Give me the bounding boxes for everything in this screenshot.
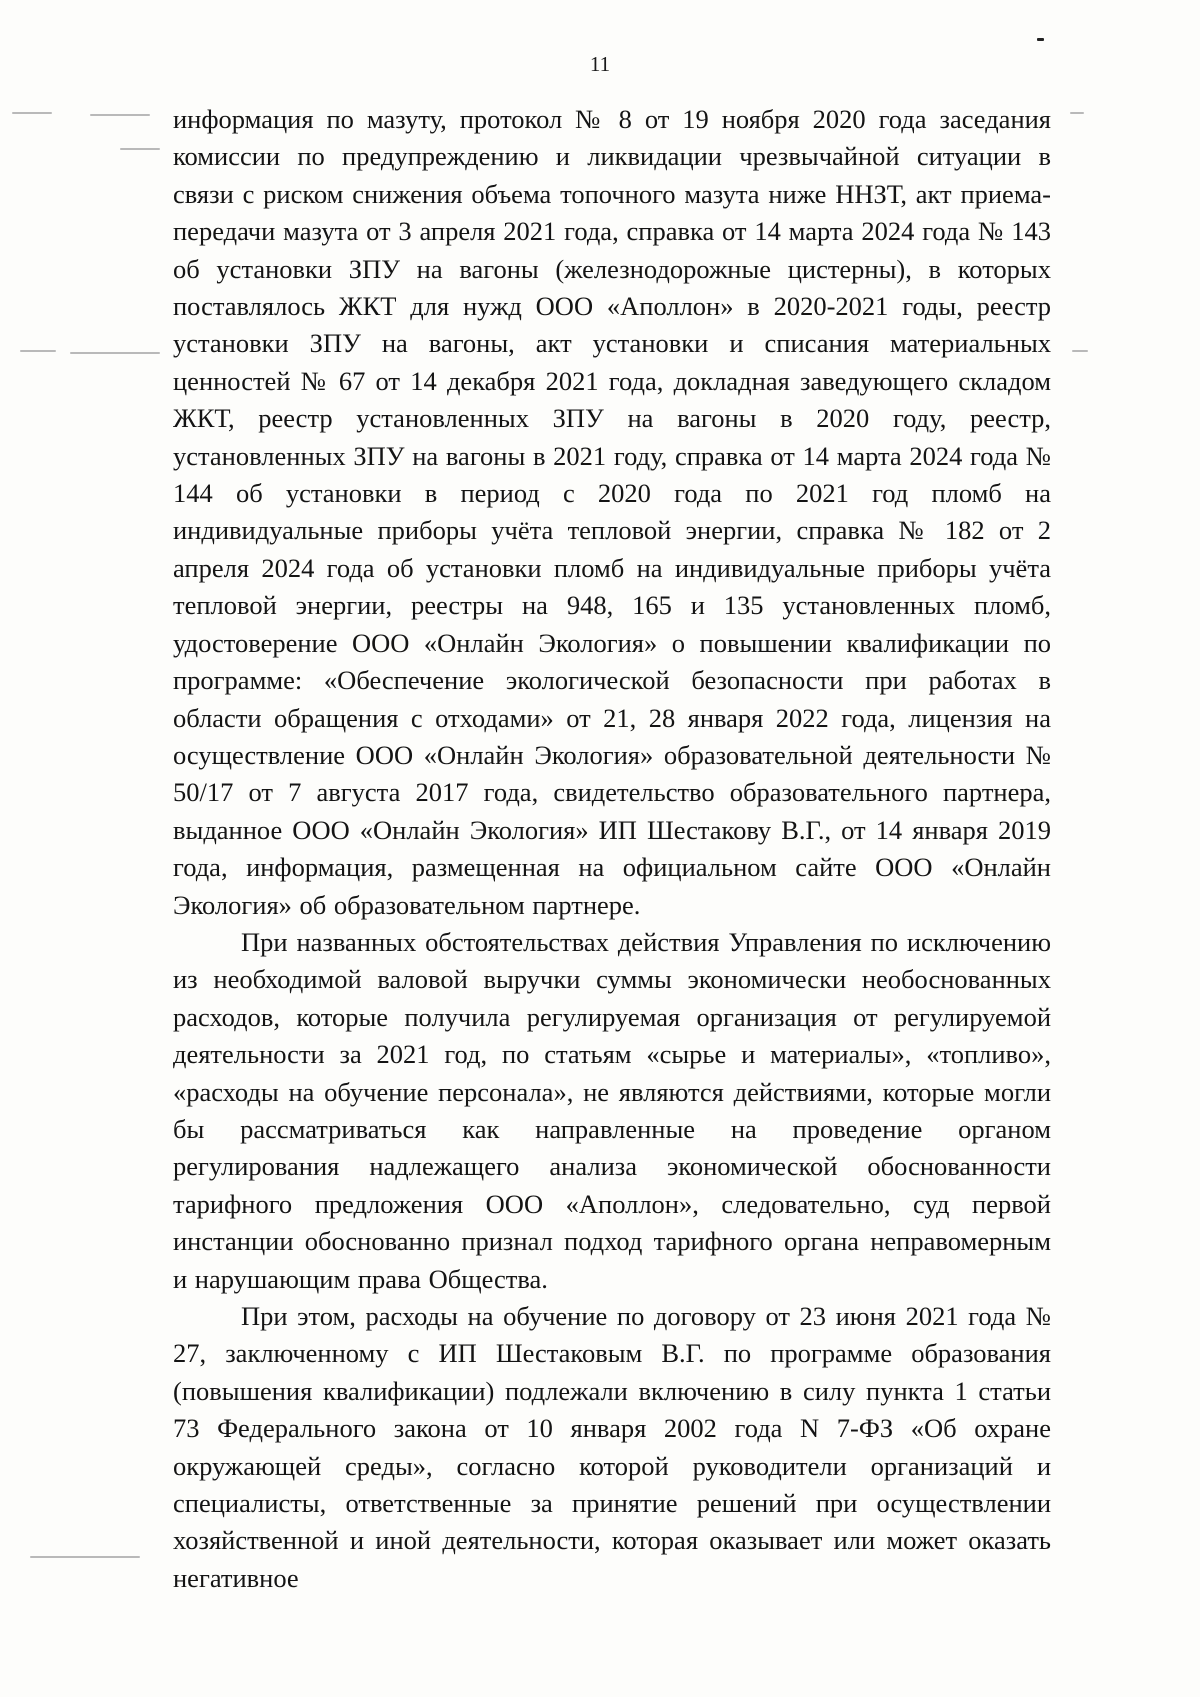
page-number: 11 xyxy=(589,52,611,76)
scan-speck xyxy=(20,350,56,352)
scan-speck xyxy=(1072,350,1088,352)
document-body xyxy=(173,101,1051,1597)
scan-speck xyxy=(30,1556,140,1558)
scan-speck xyxy=(70,352,160,354)
paragraph: При названных обстоятельствах действия Управления по исключению из необходимой валовой выручки суммы экономически необоснованных расходов, которые получила регулируемая организация от регулируемой деятельности за 2021 год, по статьям «сырье и материалы», «топливо», «расходы на обучение персонала», не являются действиями, которые могли бы рассматриваться как направленные на проведение органом регулирования надлежащего анализа экономической обоснованности тарифного предложения ООО «Аполлон», следовательно, суд первой инстанции обоснованно признал подход тарифного органа неправомерным и нарушающим права Общества. xyxy=(173,926,1051,1294)
scan-mark xyxy=(1037,38,1044,41)
scan-speck xyxy=(1070,112,1084,114)
paragraph: При этом, расходы на обучение по договору от 23 июня 2021 года № 27, заключенному с ИП Шестаковым В.Г. по программе образования (повышения квалификации) подлежали включению в силу пункта 1 статьи 73 Федерального закона от 10 января 2002 года N 7-ФЗ «Об охране окружающей среды», согласно которой руководители организаций и специалисты, ответственные за принятие решений при осуществлении хозяйственной и иной деятельности, которая оказывает или может оказать негативное xyxy=(173,1301,1051,1593)
paragraph-continued: информация по мазуту, протокол № 8 от 19 ноября 2020 года заседания комиссии по предупреждению и ликвидации чрезвычайной ситуации в связи с риском снижения объема топочного мазута ниже ННЗТ, акт приема-передачи мазута от 3 апреля 2021 года, справка от 14 марта 2024 года № 143 об установки ЗПУ на вагоны (железнодорожные цистерны), в которых поставлялось ЖКТ для нужд ООО «Аполлон» в 2020-2021 годы, реестр установки ЗПУ на вагоны, акт установки и списания материальных ценностей № 67 от 14 декабря 2021 года, докладная заведующего складом ЖКТ, реестр установленных ЗПУ на вагоны в 2020 году, реестр, установленных ЗПУ на вагоны в 2021 году, справка от 14 марта 2024 года № 144 об установки в период с 2020 года по 2021 год пломб на индивидуальные приборы учёта тепловой энергии, справка № 182 от 2 апреля 2024 года об установки пломб на индивидуальные приборы учёта тепловой энергии, реестры на 948, 165 и 135 установленных пломб, удостоверение ООО «Онлайн Экология» о повышении квалификации по программе: «Обеспечение экологической безопасности при работах в области обращения с отходами» от 21, 28 января 2022 года, лицензия на осуществление ООО «Онлайн Экология» образовательной деятельности № 50/17 от 7 августа 2017 года, свидетельство образовательного партнера, выданное ООО «Онлайн Экология» ИП Шестакову В.Г., от 14 января 2019 года, информация, размещенная на официальном сайте ООО «Онлайн Экология» об образовательном партнере. xyxy=(173,104,1051,920)
scan-speck xyxy=(90,114,150,116)
scan-speck xyxy=(120,148,160,150)
scan-speck xyxy=(12,112,52,114)
